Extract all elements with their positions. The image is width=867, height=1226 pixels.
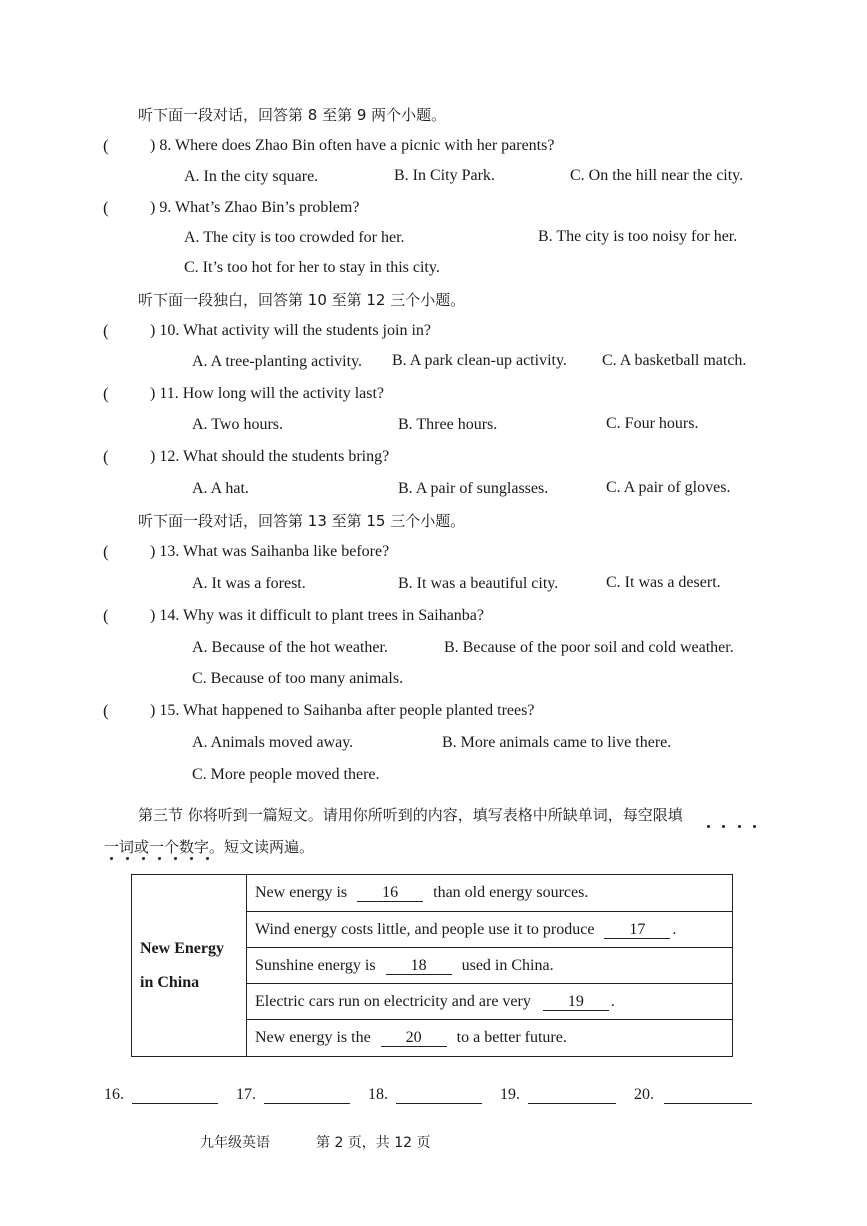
footer-page-number: 第 2 页，共 12 页 [316,1135,431,1151]
question-10-option-a: A. A tree-planting activity. [192,353,363,370]
question-10-stem: ) 10. What activity will the students join in? [150,322,431,339]
table-row-text: Sunshine energy is [255,956,376,974]
answer-line-18[interactable] [396,1102,482,1104]
question-11-stem: ) 11. How long will the activity last? [150,385,385,402]
question-12-option-c: C. A pair of gloves. [606,479,731,496]
question-13-option-a: A. It was a forest. [192,575,306,592]
answer-label-19: 19. [500,1086,520,1103]
question-10-option-c: C. A basketball match. [602,352,747,369]
emphasis-dot [142,857,145,860]
question-9-option-b: B. The city is too noisy for her. [538,228,738,245]
question-15-option-b: B. More animals came to live there. [442,734,672,751]
table-row-text: New energy is the [255,1029,371,1046]
blank-18[interactable]: 18 [386,958,452,975]
question-15-option-a: A. Animals moved away. [192,734,354,751]
question-13-option-b: B. It was a beautiful city. [398,575,559,592]
table-row-text: . [610,992,615,1010]
question-9-stem: ) 9. What’s Zhao Bin’s problem? [150,199,360,216]
table-topic-cell [132,875,247,1057]
question-14-stem: ) 14. Why was it difficult to plant trees in Saihanba? [150,607,484,624]
question-10-option-b: B. A park clean-up activity. [392,352,567,369]
table-row-20 [247,1020,733,1057]
question-8-stem: ) 8. Where does Zhao Bin often have a picnic with her parents? [150,137,555,154]
answer-line-17[interactable] [264,1102,350,1104]
question-12-stem: ) 12. What should the students bring? [150,448,390,465]
table-row-text: than old energy sources. [433,884,589,901]
question-14-option-b: B. Because of the poor soil and cold weather. [444,639,734,656]
question-9-option-a: A. The city is too crowded for her. [184,229,405,246]
answer-line-19[interactable] [528,1102,616,1104]
answer-label-17: 17. [236,1086,256,1103]
emphasis-dot [110,857,113,860]
question-13-option-c: C. It was a desert. [606,574,721,591]
question-12-option-a: A. A hat. [192,480,249,497]
footer-subject: 九年级英语 [200,1135,270,1151]
blank-17[interactable]: 17 [604,922,670,939]
emphasis-dot [126,857,129,860]
question-14-option-c: C. Because of too many animals. [192,670,404,687]
emphasis-dot [707,825,710,828]
part3-instruction-line1: 第三节 你将听到一篇短文。请用你所听到的内容，填写表格中所缺单词，每空限填 [138,806,683,824]
new-energy-table [131,874,733,1057]
emphasis-dot [722,825,725,828]
emphasis-dot [738,825,741,828]
answer-label-20: 20. [634,1086,654,1103]
table-row-19 [247,984,733,1020]
answer-line-20[interactable] [664,1102,752,1104]
section-instruction-10-12: 听下面一段独白，回答第 10 至第 12 三个小题。 [138,291,466,309]
emphasis-dot [753,825,756,828]
answer-label-16: 16. [104,1086,124,1103]
question-13-stem: ) 13. What was Saihanba like before? [150,543,390,560]
emphasis-dot [190,857,193,860]
blank-20[interactable]: 20 [381,1030,447,1047]
table-row-17 [247,912,733,948]
question-8-option-a: A. In the city square. [184,168,319,185]
answer-line-16[interactable] [132,1102,218,1104]
table-row-16 [247,875,733,912]
section-instruction-8-9: 听下面一段对话，回答第 8 至第 9 两个小题。 [138,106,447,124]
table-topic-line1: New Energy [140,939,224,957]
question-11-option-a: A. Two hours. [192,416,284,433]
emphasis-dot [206,857,209,860]
question-11-option-c: C. Four hours. [606,415,699,432]
question-15-option-c: C. More people moved there. [192,766,380,783]
question-15-stem: ) 15. What happened to Saihanba after people planted trees? [150,702,535,719]
table-row-text: used in China. [461,956,554,974]
table-row-text: to a better future. [456,1029,567,1046]
table-topic-line2: in China [140,973,200,991]
table-row-text: Electric cars run on electricity and are very [255,992,531,1010]
table-row-18 [247,948,733,984]
emphasis-dot [174,857,177,860]
question-9-option-c: C. It’s too hot for her to stay in this city. [184,259,440,276]
part3-instruction-line2: 一词或一个数字。短文读两遍。 [104,838,315,856]
question-8-option-b: B. In City Park. [394,167,495,184]
question-12-option-b: B. A pair of sunglasses. [398,480,549,497]
blank-16[interactable]: 16 [357,885,423,902]
question-8-option-c: C. On the hill near the city. [570,167,744,184]
section-instruction-13-15: 听下面一段对话，回答第 13 至第 15 三个小题。 [138,512,466,530]
question-11-option-b: B. Three hours. [398,416,498,433]
table-row-text: . [672,920,677,938]
emphasis-dot [158,857,161,860]
question-14-option-a: A. Because of the hot weather. [192,639,388,656]
blank-19[interactable]: 19 [543,994,609,1011]
table-row-text: New energy is [255,884,348,901]
table-row-text: Wind energy costs little, and people use it to produce [255,920,595,938]
answer-label-18: 18. [368,1086,388,1103]
